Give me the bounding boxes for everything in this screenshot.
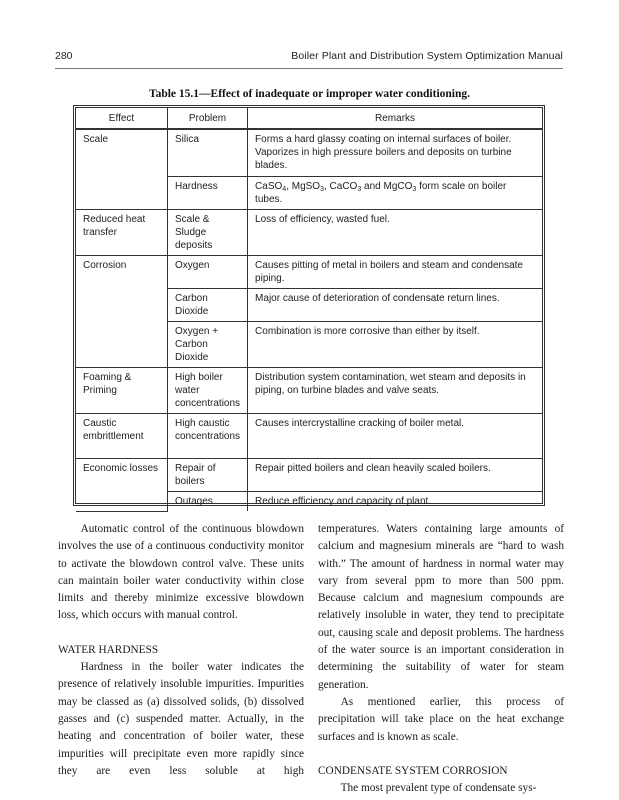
effect-cell: Scale — [76, 129, 168, 209]
table-row — [76, 255, 542, 288]
water-conditioning-table — [73, 105, 545, 506]
table-header-row — [76, 108, 542, 129]
remarks-cell: Causes pitting of metal in boilers and steam and condensate piping. — [248, 255, 542, 288]
problem-cell: Oxygen + Carbon Dioxide — [168, 321, 248, 367]
table-row — [76, 458, 542, 491]
column-header-remarks: Remarks — [248, 108, 542, 129]
effect-cell: Economic losses — [76, 458, 168, 511]
effect-cell: Caustic embrittlement — [76, 413, 168, 458]
remarks-cell: Major cause of deterioration of condensate return lines. — [248, 288, 542, 321]
paragraph-hardness-continued: temperatures. Waters containing large amounts of calcium and magnesium minerals are “hard to wash with.” The amount of hardness in normal water may vary from several ppm to more than 500 ppm. Because calcium and magnesium compounds are relatively insoluble in water, they tend to precipitate out, causing scale and deposit problems. The hardness of the water source is an important consideration in determining the suitability of water for steam generation. — [318, 523, 564, 691]
table-row — [76, 129, 542, 176]
effect-cell: Foaming & Priming — [76, 367, 168, 413]
remarks-cell: Loss of efficiency, wasted fuel. — [248, 209, 542, 255]
remarks-cell: Causes intercrystalline cracking of boiler metal. — [248, 413, 542, 458]
table-row — [76, 367, 542, 413]
remarks-cell: Repair pitted boilers and clean heavily scaled boilers. — [248, 458, 542, 491]
problem-cell: Outages — [168, 491, 248, 511]
problem-cell: Scale & Sludge deposits — [168, 209, 248, 255]
remarks-cell: Combination is more corrosive than either by itself. — [248, 321, 542, 367]
paragraph-precipitation: As mentioned earlier, this process of precipitation will take place on the heat exchange surfaces and is known as scale. — [318, 695, 564, 743]
paragraph-blowdown-control: Automatic control of the continuous blowdown involves the use of a continuous conductivity monitor to activate the blowdown control valve. These units can maintain boiler water conductivity within close limits and thereby minimize excessive blowdown loss, which occurs with manual control. — [58, 523, 304, 622]
running-header — [55, 48, 563, 66]
page-number: 280 — [55, 50, 73, 62]
body-text — [58, 521, 564, 797]
problem-cell: Oxygen — [168, 255, 248, 288]
paragraph-hardness: Hardness in the boiler water indicates the presence of relatively insoluble impurities. Impurities may be classed as (a) dissolved solids, (b) dissolved gasses and (c) suspended matter. Actually, in the heating and concentration of boiler water, these impurities will precipitate even more rapidly since they are even less soluble at high — [58, 661, 304, 777]
problem-cell: Repair of boilers — [168, 458, 248, 491]
left-column — [58, 521, 304, 797]
problem-cell: Hardness — [168, 176, 248, 209]
remarks-cell: Distribution system contamination, wet steam and deposits in piping, on turbine blades and valve seats. — [248, 367, 542, 413]
header-rule — [55, 68, 563, 69]
book-title: Boiler Plant and Distribution System Optimization Manual — [291, 50, 563, 62]
problem-cell: Silica — [168, 129, 248, 176]
heading-water-hardness: WATER HARDNESS — [58, 643, 159, 656]
column-header-effect: Effect — [76, 108, 168, 129]
remarks-cell: Reduce efficiency and capacity of plant. — [248, 491, 542, 511]
remarks-cell: CaSO$_4$, MgSO$_3$, CaCO$_3$ and MgCO$_3$ form scale on boiler tubes. — [248, 176, 542, 209]
table-caption: Table 15.1—Effect of inadequate or improper water conditioning. — [148, 88, 471, 100]
right-column — [318, 521, 564, 797]
remarks-cell: Forms a hard glassy coating on internal surfaces of boiler. Vaporizes in high pressure boilers and deposits on turbine blades. — [248, 129, 542, 176]
problem-cell: High boiler water concentrations — [168, 367, 248, 413]
table-row — [76, 413, 542, 458]
table-row — [76, 209, 542, 255]
paragraph-condensate: The most prevalent type of condensate sys- — [340, 782, 537, 795]
problem-cell: High caustic concentrations — [168, 413, 248, 458]
effect-cell: Reduced heat transfer — [76, 209, 168, 255]
problem-cell: Carbon Dioxide — [168, 288, 248, 321]
heading-condensate-corrosion: CONDENSATE SYSTEM CORROSION — [318, 764, 508, 777]
effect-cell: Corrosion — [76, 255, 168, 367]
column-header-problem: Problem — [168, 108, 248, 129]
